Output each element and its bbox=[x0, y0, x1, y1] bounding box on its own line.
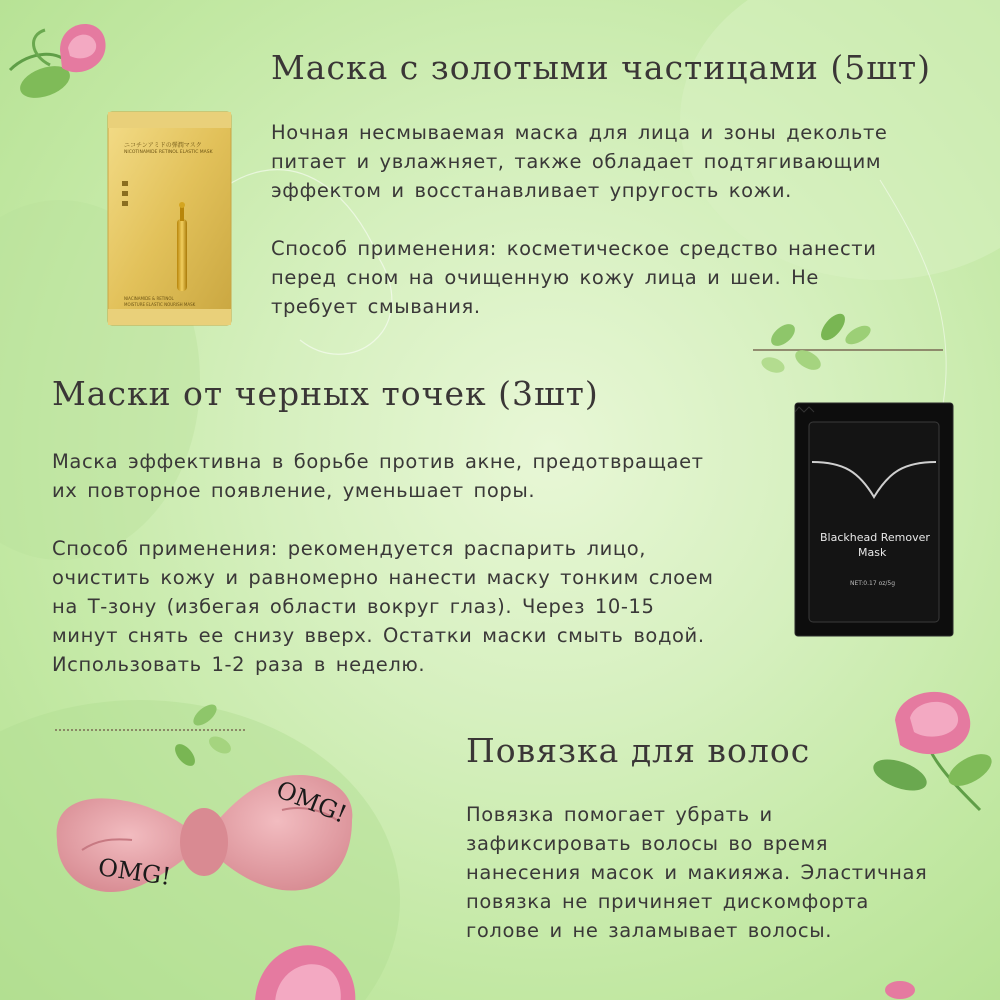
usage-line: требует смывания. bbox=[271, 295, 481, 318]
desc-line: Ночная несмываемая маска для лица и зоны декольте bbox=[271, 121, 888, 144]
section-title-blackhead-mask: Маски от черных точек (3шт) bbox=[52, 374, 599, 413]
section-desc-gold-mask bbox=[271, 118, 888, 321]
blackhead-label-1: Blackhead Remover bbox=[820, 531, 930, 544]
desc-line: нанесения масок и макияжа. Эластичная bbox=[466, 861, 928, 884]
desc-line: эффектом и восстанавливает упругость кожи. bbox=[271, 179, 792, 202]
desc-line: питает и увлажняет, также обладает подтягивающим bbox=[271, 150, 882, 173]
usage-line: Использовать 1-2 раза в неделю. bbox=[52, 653, 426, 676]
desc-line: Маска эффективна в борьбе против акне, предотвращает bbox=[52, 450, 704, 473]
gold-mask-en-title: NICOTINAMIDE RETINOL ELASTIC MASK bbox=[124, 150, 213, 155]
gold-mask-footer-2: MOISTURE ELASTIC NOURISH MASK bbox=[124, 302, 196, 307]
desc-line: зафиксировать волосы во время bbox=[466, 832, 829, 855]
headband-embroidery-left: OMG! bbox=[96, 853, 173, 891]
desc-line: голове и не заламывает волосы. bbox=[466, 919, 833, 942]
rose-right-icon bbox=[870, 680, 1000, 820]
usage-line: Способ применения: рекомендуется распарить лицо, bbox=[52, 537, 647, 560]
headband-product bbox=[52, 760, 362, 920]
gold-mask-footer-1: NIACINAMIDE & RETINOL bbox=[124, 296, 174, 301]
section-desc-blackhead-mask bbox=[52, 447, 714, 679]
usage-line: минут снять ее снизу вверх. Остатки маски смыть водой. bbox=[52, 624, 705, 647]
gold-mask-jp-title: ニコチンアミドの弾潤マスク bbox=[124, 142, 202, 149]
desc-line: их повторное появление, уменьшает поры. bbox=[52, 479, 536, 502]
blackhead-net: NET:0.17 oz/5g bbox=[850, 580, 896, 587]
headband-embroidery-right: OMG! bbox=[272, 775, 351, 829]
rose-bottom-icon bbox=[245, 925, 375, 1000]
blackhead-mask-product bbox=[794, 402, 954, 637]
usage-line: на Т-зону (избегая области вокруг глаз). Через 10-15 bbox=[52, 595, 655, 618]
desc-line: Повязка помогает убрать и bbox=[466, 803, 773, 826]
section-title-gold-mask: Маска с золотыми частицами (5шт) bbox=[271, 48, 932, 87]
usage-line: перед сном на очищенную кожу лица и шеи. Не bbox=[271, 266, 819, 289]
rose-top-left-icon bbox=[0, 10, 120, 120]
usage-line: Способ применения: косметическое средство нанести bbox=[271, 237, 877, 260]
blackhead-label-2: Mask bbox=[858, 546, 887, 559]
petal-icon bbox=[880, 975, 920, 1000]
usage-line: очистить кожу и равномерно нанести маску тонким слоем bbox=[52, 566, 714, 589]
desc-line: повязка не причиняет дискомфорта bbox=[466, 890, 869, 913]
section-desc-headband bbox=[466, 800, 927, 945]
section-title-headband: Повязка для волос bbox=[466, 731, 811, 770]
